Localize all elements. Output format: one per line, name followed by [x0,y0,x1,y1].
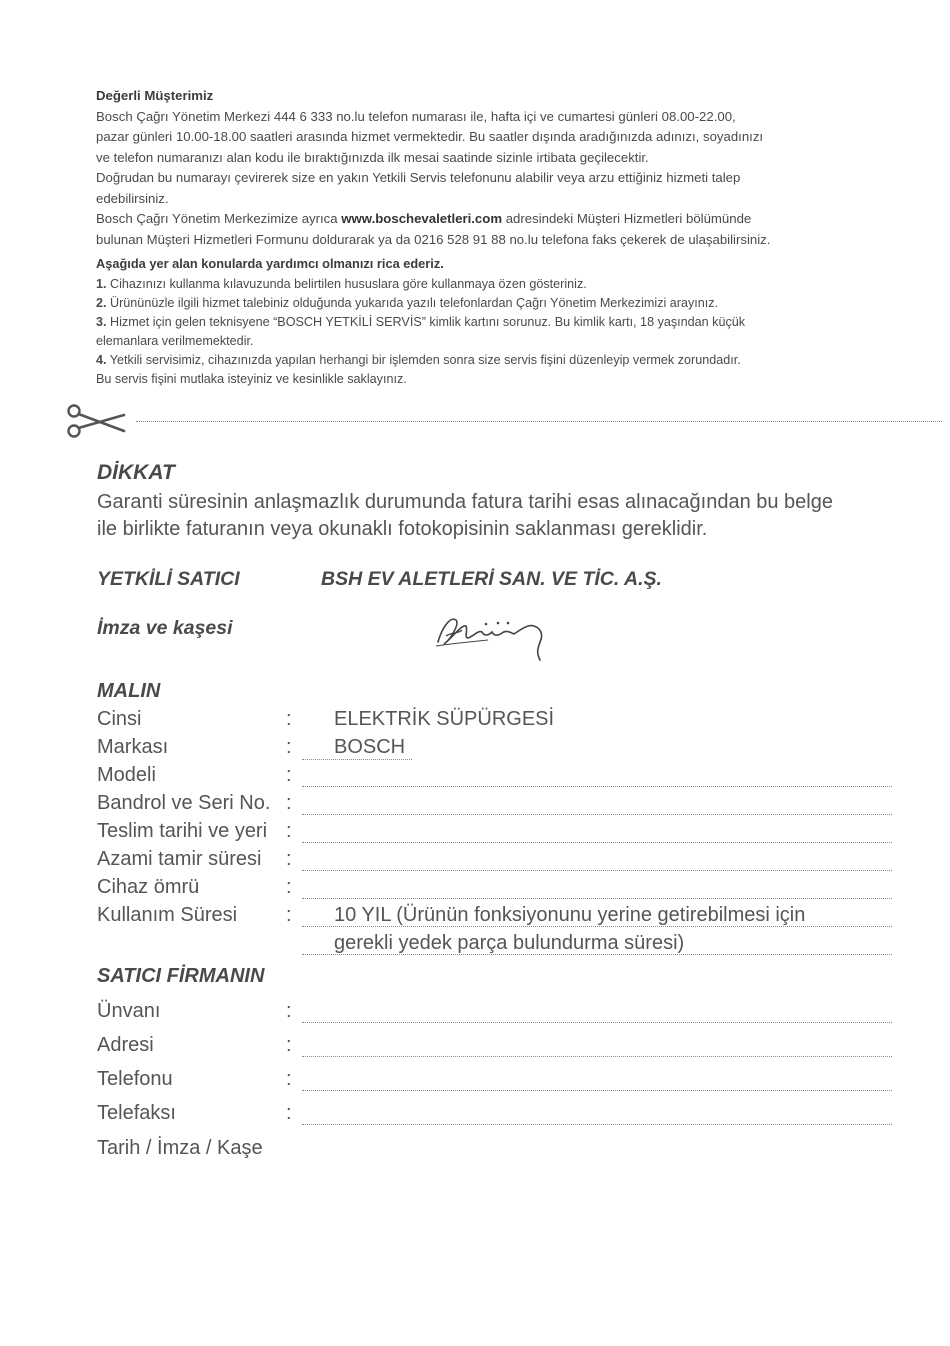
product-row-repair-time[interactable] [97,848,892,876]
product-row-delivery[interactable] [97,820,892,848]
row-value: BOSCH [334,736,406,758]
customer-info-block [96,86,896,389]
signature-image [428,606,558,666]
row-colon: : [286,736,292,758]
help-item-number: 1. [96,276,107,291]
firm-section-title: SATICI FİRMANIN [97,965,265,987]
warning-line: Garanti süresinin anlaşmazlık durumunda fatura tarihi esas alınacağından bu belge [97,491,833,513]
row-fill-line [302,842,892,843]
row-fill-line [302,1124,892,1125]
row-label: Markası [97,736,169,758]
row-colon: : [286,848,292,870]
row-fill-line [302,814,892,815]
warning-title: DİKKAT [97,461,175,484]
help-item-text: Hizmet için gelen teknisyene “BOSCH YETKİLİ SERVİS” kimlik kartını sorunuz. Bu kimlik kartı, 18 yaşından küçük [110,314,746,329]
intro-line: Doğrudan bu numarayı çevirerek size en yakın Yetkili Servis telefonunu alabilir veya arzu ettiğiniz hizmeti talep [96,170,741,185]
help-item [96,294,896,313]
firm-row-fax[interactable] [97,1102,892,1130]
warning-text [97,489,907,543]
product-row-serial[interactable] [97,792,892,820]
help-item [96,275,896,294]
intro-line: ve telefon numaranızı alan kodu ile bıraktığınızda ilk mesai saatinde sizinle irtibata geçilecektir. [96,149,649,165]
help-item-number: 4. [96,352,107,367]
help-item-number: 2. [96,295,107,310]
row-colon: : [286,1102,292,1124]
row-colon: : [286,708,292,730]
help-heading: Aşağıda yer alan konularda yardımcı olmanızı rica ederiz. [96,256,444,271]
product-row-usage [97,904,892,932]
help-item-continued: Bu servis fişini mutlaka isteyiniz ve kesinlikle saklayınız. [96,371,407,386]
row-value: 10 YIL (Ürünün fonksiyonunu yerine getirebilmesi için [334,904,806,926]
row-label: Modeli [97,764,156,786]
firm-row-date-signature [97,1137,892,1165]
cut-line [136,421,942,422]
web-line-2: bulunan Müşteri Hizmetleri Formunu doldurarak ya da 0216 528 91 88 no.lu telefona faks çekerek de ulaşabilirsiniz. [96,231,771,247]
scissors-icon [64,402,126,440]
intro-line: edebilirsiniz. [96,190,169,206]
row-label: Adresi [97,1034,154,1056]
product-row-lifetime[interactable] [97,876,892,904]
row-label: Telefaksı [97,1102,176,1124]
row-fill-line [302,1090,892,1091]
row-fill-line [302,1022,892,1023]
intro-line: Bosch Çağrı Yönetim Merkezi 444 6 333 no.lu telefon numarası ile, hafta içi ve cumartesi günleri 08.00-22.00, [96,108,736,124]
row-colon: : [286,820,292,842]
product-row-usage-continued [97,932,892,960]
row-colon: : [286,876,292,898]
row-value: ELEKTRİK SÜPÜRGESİ [334,708,555,730]
row-fill-line [302,870,892,871]
row-colon: : [286,1034,292,1056]
row-label: Cinsi [97,708,142,730]
product-row-brand [97,736,892,764]
product-row-type [97,708,892,736]
row-label: Cihaz ömrü [97,876,200,898]
signature-label: İmza ve kaşesi [97,617,233,639]
row-fill-line [302,1056,892,1057]
seller-company-name: BSH EV ALETLERİ SAN. VE TİC. A.Ş. [321,568,662,590]
help-item-continued: elemanlara verilmemektedir. [96,333,254,348]
row-fill-line [302,759,412,760]
help-item-text: Yetkili servisimiz, cihazınızda yapılan herhangi bir işlemden sonra size servis fişini düzenleyip vermek zorundadır. [109,352,741,367]
row-label: Kullanım Süresi [97,904,238,926]
help-item-number: 3. [96,314,107,329]
row-label: Teslim tarihi ve yeri [97,820,268,842]
intro-heading: Değerli Müşterimiz [96,88,214,103]
firm-row-address[interactable] [97,1034,892,1062]
row-label: Bandrol ve Seri No. [97,792,271,814]
intro-line: pazar günleri 10.00-18.00 saatleri arasında hizmet vermektedir. Bu saatler dışında aradığınızda adınızı, soyadınızı [96,129,764,144]
row-label: Tarih / İmza / Kaşe [97,1137,263,1159]
help-item [96,313,896,332]
row-colon: : [286,764,292,786]
help-item [96,351,896,370]
web-line [96,209,896,230]
help-item-text: Ürününüzle ilgili hizmet talebiniz olduğunda yukarıda yazılı telefonlardan Çağrı Yönetim Merkezimizi arayınız. [110,295,719,310]
row-fill-line [302,898,892,899]
web-suffix: adresindeki Müşteri Hizmetleri bölümünde [505,211,752,226]
website-link[interactable]: www.boschevaletleri.com [341,211,503,226]
firm-row-title[interactable] [97,1000,892,1028]
warning-line: ile birlikte faturanın veya okunaklı fotokopisinin saklanması gereklidir. [97,518,708,540]
row-label: Azami tamir süresi [97,848,262,870]
row-fill-line [302,786,892,787]
row-colon: : [286,1068,292,1090]
product-section-title: MALIN [97,680,161,702]
authorized-seller-label: YETKİLİ SATICI [97,568,240,590]
firm-row-phone[interactable] [97,1068,892,1096]
row-colon: : [286,904,292,926]
row-colon: : [286,792,292,814]
row-value: gerekli yedek parça bulundurma süresi) [334,932,685,954]
web-prefix: Bosch Çağrı Yönetim Merkezimize ayrıca [96,211,338,226]
row-label: Ünvanı [97,1000,161,1022]
product-row-model[interactable] [97,764,892,792]
row-colon: : [286,1000,292,1022]
help-item-text: Cihazınızı kullanma kılavuzunda belirtilen hususlara göre kullanmaya özen gösteriniz. [110,276,587,291]
row-label: Telefonu [97,1068,173,1090]
